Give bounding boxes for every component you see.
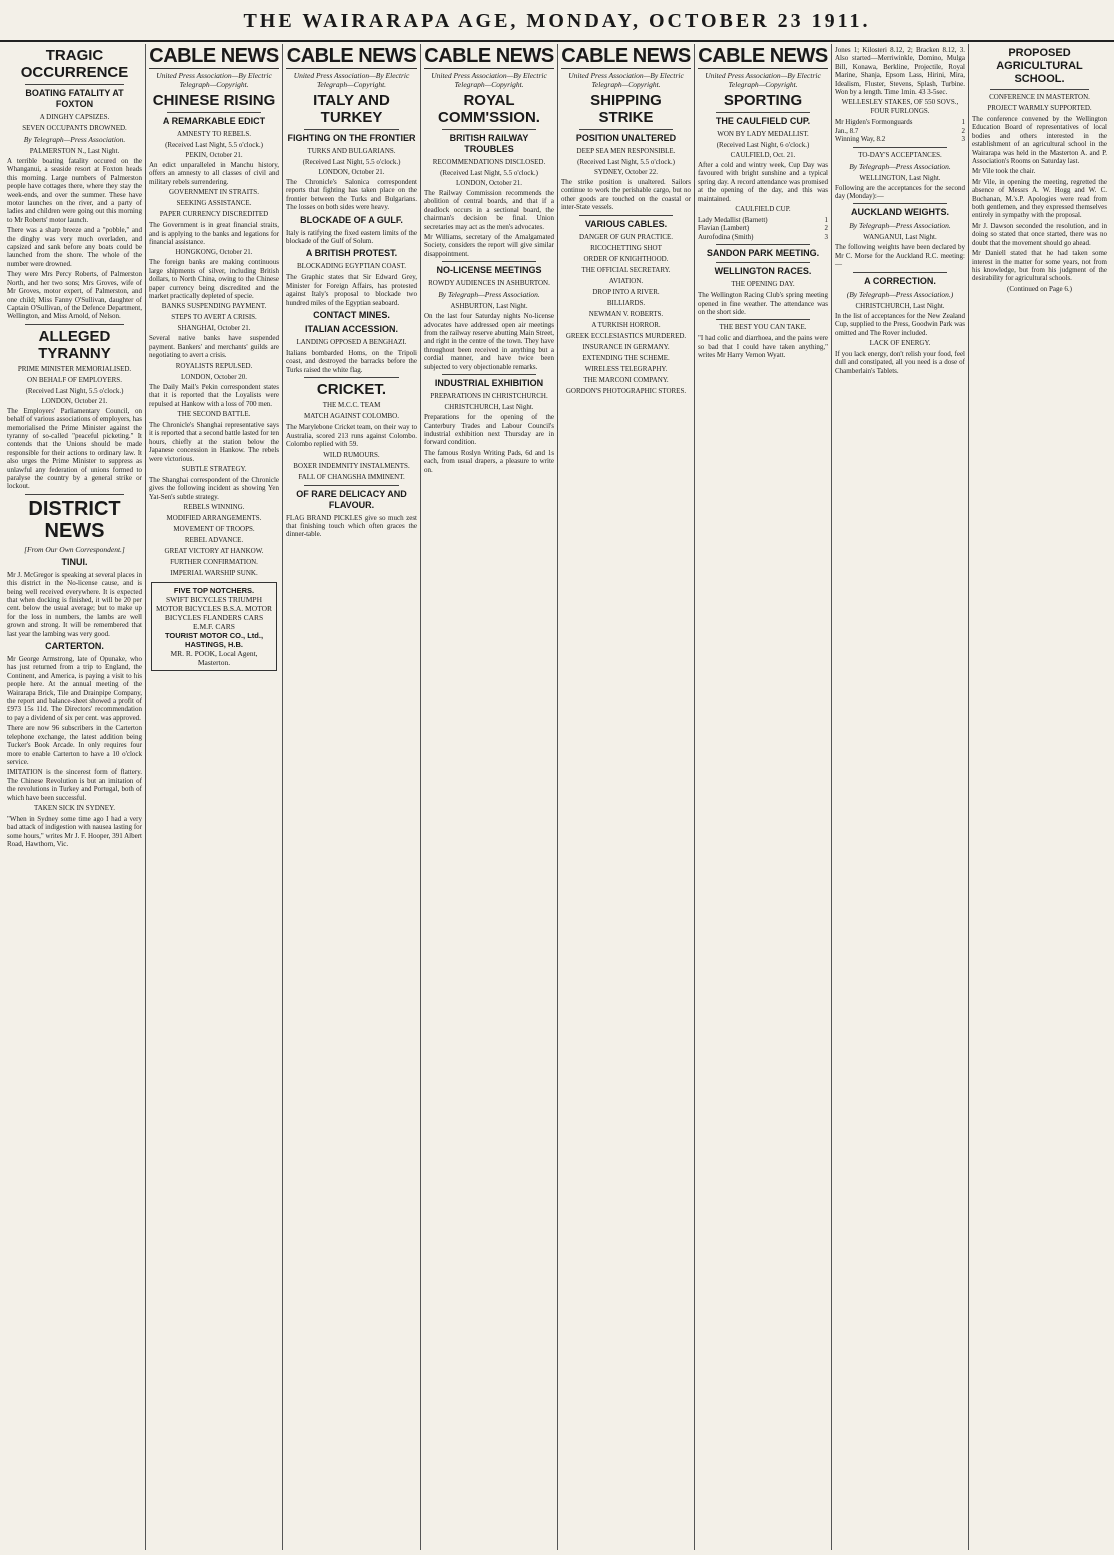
- deck: MODIFIED ARRANGEMENTS.: [166, 514, 262, 523]
- deck: DEEP SEA MEN RESPONSIBLE.: [576, 147, 676, 155]
- dateline: CHRISTCHURCH, Last Night.: [444, 403, 534, 412]
- paragraph: Mr J. Dawson seconded the resolution, and in doing so stated that once started, there was no doubt that the movement should go ahead.: [972, 221, 1107, 247]
- headline-chinese-rising: CHINESE RISING: [152, 92, 276, 109]
- deck: CAULFIELD CUP.: [735, 205, 791, 214]
- column-6: [695, 44, 832, 1550]
- byline: By Telegraph—Press Association.: [849, 221, 951, 231]
- deck: PRIME MINISTER MEMORIALISED.: [17, 364, 132, 373]
- paragraph: A terrible boating fatality occured on the Whanganui, a seaside resort at Foxton heads this morning. Large numbers of Palmerston people have cottages there, where they stay the week-ends, and over the summer. These have motor launches on the river, and a party of ladies and children were going out this morning to Mr Roberts' motor launch.: [7, 157, 142, 224]
- paragraph: The Daily Mail's Pekin correspondent states that it is reported that the Loyalists were repulsed at Hankow with a loss of 700 men.: [149, 382, 279, 408]
- paragraph: FLAG BRAND PICKLES give so much zest that finishing touch which often graces the dinner-table.: [286, 513, 417, 539]
- divider: [716, 262, 810, 263]
- paragraph: The Graphic states that Sir Edward Grey, Minister for Foreign Affairs, has protested against Italy's proposal to blockade two hundred miles of the Egyptian seaboard.: [286, 273, 417, 307]
- deck: MOVEMENT OF TROOPS.: [173, 525, 255, 534]
- deck: PREPARATIONS IN CHRISTCHURCH.: [430, 392, 548, 401]
- dateline: CAULFIELD, Oct. 21.: [730, 151, 796, 159]
- divider: [716, 112, 810, 113]
- deck: RECOMMENDATIONS DISCLOSED.: [432, 158, 546, 166]
- divider: [442, 129, 536, 130]
- dateline: CHRISTCHURCH, Last Night.: [855, 301, 945, 310]
- ad-products: SWIFT BICYCLES TRIUMPH MOTOR BICYCLES B.S.A. MOTOR BICYCLES FLANDERS CARS E.M.F. CARS: [156, 595, 272, 632]
- dateline: WELLINGTON, Last Night.: [859, 173, 941, 182]
- deck: ROYALISTS REPULSED.: [175, 361, 253, 370]
- paragraph: Preparations for the opening of the Canterbury Trades and Labour Council's industrial exhibition next Thursday are in forward condition.: [424, 413, 554, 447]
- divider: [25, 84, 124, 85]
- subhead: OF RARE DELICACY AND FLAVOUR.: [296, 488, 407, 510]
- byline: By Telegraph—Press Association.: [438, 290, 540, 300]
- result-place: 2: [824, 224, 828, 233]
- deck: LANDING OPPOSED A BENGHAZI.: [296, 338, 407, 347]
- paragraph: The Marylebone Cricket team, on their way to Australia, scored 213 runs against Colombo. Colombo replied with 59.: [286, 423, 417, 449]
- subhead: A BRITISH PROTEST.: [305, 248, 398, 259]
- deck: BLOCKADING EGYPTIAN COAST.: [297, 262, 406, 271]
- subhead: WELLINGTON RACES.: [714, 266, 812, 277]
- paragraph: "I had colic and diarrhoea, and the pains were so bad that I could have taken anything," writes Mr Harry Vernon Wyatt.: [698, 334, 828, 360]
- subhead: SANDON PARK MEETING.: [706, 248, 820, 259]
- deck: RICOCHETTING SHOT: [590, 243, 662, 252]
- divider: [853, 272, 947, 273]
- deck: DANGER OF GUN PRACTICE.: [578, 232, 674, 241]
- deck: PAPER CURRENCY DISCREDITED: [159, 210, 269, 219]
- cable-news-banner: CABLE NEWS: [561, 45, 691, 67]
- dateline: ASHBURTON, Last Night.: [450, 302, 528, 311]
- paragraph: The Employers' Parliamentary Council, on behalf of various associations of employers, has memorialised the Prime Minister against the tyranny of so-called "peaceful picketing." It contends that the Unions should be made responsible for their actions to ordinary law. It also urges the Prime Minister to suppress as unlawful any federation of unions formed to paralyse the country by a general strike or lockout.: [7, 406, 142, 491]
- divider: [304, 485, 399, 486]
- headline-italy-and-turkey: ITALY AND TURKEY: [313, 92, 390, 126]
- headline-district-news: DISTRICT NEWS: [28, 497, 121, 542]
- divider: [167, 112, 261, 113]
- paragraph: The foreign banks are making continuous large shipments of silver, including British dollars, to North China, owing to the Chinese paper currency being discredited and the market practically depleted of specie.: [149, 258, 279, 301]
- columns: [4, 44, 1110, 1550]
- divider: [442, 374, 536, 375]
- deck: MATCH AGAINST COLOMBO.: [304, 412, 399, 421]
- result-row: [698, 224, 828, 232]
- deck: WIRELESS TELEGRAPHY.: [584, 364, 668, 373]
- result-horse: Aurofodina (Smith): [698, 232, 754, 241]
- divider: [25, 494, 124, 495]
- column-4: [421, 44, 558, 1550]
- headline-no-license-meetings: NO-LICENSE MEETINGS: [436, 265, 542, 276]
- paragraph: The Government is in great financial straits, and is applying to the banks and legations for financial assistance.: [149, 221, 279, 247]
- result-row: [698, 216, 828, 224]
- paragraph: After a cold and wintry week, Cup Day was favoured with bright sunshine and a typical spring day. A record attendance was promised at the opening of the day, and this was maintained.: [698, 161, 828, 203]
- dateline: (Received Last Night, 5.5 o'clock.): [440, 169, 538, 177]
- paragraph: The Chronicle's Salonica correspondent reports that fighting has taken place on the frontier between the Turks and Bulgarians. The losses on both sides were heavy.: [286, 178, 417, 212]
- deck: DROP INTO A RIVER.: [592, 287, 660, 296]
- deck: WON BY LADY MEDALLIST.: [717, 130, 809, 138]
- dateline: (Received Last Night, 6 o'clock.): [716, 141, 810, 149]
- paragraph: Mr Williams, secretary of the Amalgamated Society, considers the report will give similar disappointment.: [424, 233, 554, 258]
- deck: BANKS SUSPENDING PAYMENT.: [161, 302, 267, 311]
- paragraph: IMITATION is the sincerest form of flattery. The Chinese Revolution is but an imitation of the revolutions in Turkey and Portugal, both of which have been successful.: [7, 768, 142, 802]
- headline-shipping-strike: SHIPPING STRIKE: [590, 92, 662, 126]
- paragraph: The conference convened by the Wellington Education Board of representatives of local bodies and others interested in the establishment of an agricultural school in the Wairarapa was held in the Masterton A. and P. Association's Rooms on Saturday last.: [972, 115, 1107, 166]
- paragraph: In the list of acceptances for the New Zealand Cup, supplied to the Press, Goodwin Park was omitted and The Rover included.: [835, 311, 965, 337]
- ad-agent: MR. R. POOK, Local Agent, Masterton.: [170, 649, 258, 668]
- divider: [716, 244, 810, 245]
- dateline: (Received Last Night, 5.5 o'clock.): [25, 386, 124, 395]
- ad-heading: FIVE TOP NOTCHERS.: [173, 586, 255, 596]
- subhead: TAKEN SICK IN SYDNEY.: [34, 803, 115, 812]
- deck: PROJECT WARMLY SUPPORTED.: [987, 104, 1092, 112]
- deck: ROWDY AUDIENCES IN ASHBURTON.: [428, 279, 550, 288]
- result-place: 1: [961, 118, 965, 127]
- masthead: [0, 0, 1114, 42]
- column-8: [969, 44, 1110, 1550]
- subhead: BLOCKADE OF A GULF.: [300, 214, 403, 225]
- headline-auckland-weights: AUCKLAND WEIGHTS.: [851, 207, 949, 218]
- result-place: 3: [824, 232, 828, 241]
- paragraph: If you lack energy, don't relish your food, feel dull and constipated, all you need is a dose of Chamberlain's Tablets.: [835, 349, 965, 375]
- result-row: [835, 127, 965, 135]
- column-1: [4, 44, 146, 1550]
- deck: TURKS AND BULGARIANS.: [307, 147, 396, 155]
- dateline: SYDNEY, October 22.: [593, 168, 659, 176]
- paragraph: The following weights have been declared by Mr C. Morse for the Auckland R.C. meeting:—: [835, 243, 965, 269]
- column-5: [558, 44, 695, 1550]
- divider: [25, 324, 124, 325]
- deck: SUBTLE STRATEGY.: [181, 464, 247, 473]
- dateline: SHANGHAI, October 21.: [177, 324, 251, 333]
- result-row: [835, 135, 965, 143]
- deck: THE MARCONI COMPANY.: [583, 375, 669, 384]
- deck: AVIATION.: [608, 276, 644, 285]
- deck: BILLIARDS.: [606, 298, 646, 307]
- deck: THE OFFICIAL SECRETARY.: [581, 265, 671, 274]
- paragraph: The strike position is unaltered. Sailors continue to work the perishable cargo, but no other goods are touched on the coastal or inter-State vessels.: [561, 178, 691, 212]
- dateline: PEKIN, October 21.: [185, 151, 243, 159]
- place-heading: CARTERTON.: [45, 641, 104, 652]
- paragraph: There was a sharp breeze and a "pobble," and the dinghy was very much overladen, and capsized and sank before any boats could be launched from the shore. The whole of the number were drowned.: [7, 226, 142, 268]
- result-horse: Winning Way, 8.2: [835, 135, 886, 144]
- deck: ORDER OF KNIGHTHOOD.: [583, 254, 669, 263]
- deck: THE OPENING DAY.: [731, 280, 795, 289]
- dateline: LONDON, October 21.: [318, 168, 385, 176]
- dateline: LONDON, October 20.: [180, 372, 248, 381]
- paragraph: The famous Roslyn Writing Pads, 6d and 1s each, from usual drapers, a pleasure to write on.: [424, 448, 554, 474]
- paragraph: Several native banks have suspended payment. Bankers' and merchants' guilds are negotiating to avert a crisis.: [149, 334, 279, 360]
- headline-sporting: SPORTING: [723, 92, 803, 109]
- result-horse: Mr Higden's Formonguards: [835, 118, 913, 127]
- paragraph: Italy is ratifying the fixed eastern limits of the blockade of the Gulf of Solum.: [286, 228, 417, 246]
- paragraph: Mr Vile took the chair.: [972, 167, 1036, 176]
- subhead: BRITISH RAILWAY TROUBLES: [449, 133, 529, 154]
- subhead: ITALIAN ACCESSION.: [304, 324, 398, 335]
- paragraph: The Railway Commission recommends the abolition of central boards, and that if a deadlock occurs in a sectional board, the chairman's decision be final. Union secretaries may act as the men's advocates.: [424, 189, 554, 231]
- result-horse: Lady Medallist (Barnett): [698, 216, 768, 225]
- deck: NEWMAN V. ROBERTS.: [588, 309, 664, 318]
- paragraph: Following are the acceptances for the second day (Monday):—: [835, 183, 965, 201]
- deck: INSURANCE IN GERMANY.: [582, 342, 670, 351]
- paragraph: "When in Sydney some time ago I had a very bad attack of indigestion with nausea lasting for some hours," writes Mr J. F. Hooper, 391 Albert Road, Hawthorn, Vic.: [7, 814, 142, 849]
- press-association-note: United Press Association—By Electric Telegraph—Copyright.: [705, 71, 821, 89]
- deck: GREEK ECCLESIASTICS MURDERED.: [565, 331, 687, 340]
- press-association-note: United Press Association—By Electric Telegraph—Copyright.: [568, 71, 684, 89]
- deck: SEVEN OCCUPANTS DROWNED.: [22, 124, 127, 132]
- subhead: FIGHTING ON THE FRONTIER: [287, 133, 416, 143]
- dateline: PALMERSTON N., Last Night.: [29, 147, 120, 155]
- deck: CONFERENCE IN MASTERTON.: [989, 93, 1090, 101]
- ad-company: TOURIST MOTOR CO., Ltd., HASTINGS, H.B.: [164, 631, 264, 650]
- deck: REBELS WINNING.: [183, 503, 245, 512]
- continued-note: (Continued on Page 6.): [1007, 284, 1072, 293]
- subhead: A REMARKABLE EDICT: [162, 116, 266, 126]
- result-place: 3: [961, 135, 965, 144]
- paragraph: Mr George Armstrong, late of Opunake, who has just returned from a trip to England, the Continent, and America, is paying a visit to his people here. At the annual meeting of the Wairarapa Brick, Tile and Drainpipe Company, the report and balance-sheet showed a profit of £973 15s 11d. The Directors' recommendation to pay a dividend of six per cent. was approved.: [7, 655, 142, 722]
- paragraph: Mr Vile, in opening the meeting, regretted the absence of Messrs A. W. Hogg and W. C. Buchanan, M.'s.P. Apologies were read from both gentlemen, and they expressed themselves entirely in sympathy with the proposal.: [972, 177, 1107, 220]
- divider: [990, 89, 1089, 90]
- result-horse: Jan., 8.7: [835, 126, 859, 135]
- dateline: (Received Last Night, 5.5 o'clock.): [302, 158, 401, 166]
- divider: [579, 215, 673, 216]
- divider: [304, 377, 399, 378]
- divider: [853, 147, 947, 148]
- advertisement-tourist-motor: [151, 582, 277, 671]
- deck: GREAT VICTORY AT HANKOW.: [164, 547, 264, 556]
- deck: EXTENDING THE SCHEME.: [582, 353, 670, 362]
- deck: FALL OF CHANGSHA IMMINENT.: [298, 472, 405, 481]
- column-7: [832, 44, 969, 1550]
- headline-industrial-exhibition: INDUSTRIAL EXHIBITION: [434, 378, 544, 389]
- deck: THE M.C.C. TEAM: [322, 401, 381, 410]
- headline-various-cables: VARIOUS CABLES.: [584, 218, 668, 229]
- cable-news-banner: CABLE NEWS: [698, 45, 828, 67]
- result-horse: Flavian (Lambert): [698, 224, 750, 233]
- deck: BOXER INDEMNITY INSTALMENTS.: [293, 461, 410, 470]
- cable-news-banner: CABLE NEWS: [424, 45, 554, 67]
- masthead-title: THE WAIRARAPA AGE, MONDAY, OCTOBER 23 1911.: [243, 10, 871, 32]
- result-row: [698, 233, 828, 241]
- paragraph: Italians bombarded Homs, on the Tripoli coast, and destroyed the barracks before the Turks raised the white flag.: [286, 349, 417, 374]
- deck: GOVERNMENT IN STRAITS.: [169, 188, 259, 197]
- headline-agricultural-school: PROPOSED AGRICULTURAL SCHOOL.: [996, 47, 1083, 85]
- deck: GORDON'S PHOTOGRAPHIC STORES.: [565, 386, 687, 395]
- dateline: LONDON, October 21.: [41, 396, 108, 405]
- result-place: 1: [824, 216, 828, 225]
- deck: TO-DAY'S ACCEPTANCES.: [858, 150, 942, 159]
- result-place: 2: [961, 126, 965, 135]
- byline: By Telegraph—Press Association.: [849, 161, 951, 171]
- divider: [853, 203, 947, 204]
- deck: THE SECOND BATTLE.: [177, 409, 251, 418]
- dateline: LONDON, October 21.: [455, 179, 523, 187]
- deck: WILD RUMOURS.: [323, 450, 380, 459]
- column-2: [146, 44, 283, 1550]
- headline-cricket: CRICKET.: [316, 381, 387, 399]
- paragraph: On the last four Saturday nights No-license advocates have addressed open air meetings from the railway reserve abutting Main Street, and right in the centre of the town. They have throughout been received in anything but a cordial manner, and have twice been subjected to very objectionable remarks.: [424, 312, 554, 371]
- subhead-boating-fatality: BOATING FATALITY AT FOXTON: [25, 88, 124, 109]
- correspondent-note: [From Our Own Correspondent.]: [24, 544, 125, 554]
- paragraph: Mr Daniell stated that he had taken some interest in the matter for some years, not from his knowledge, but from his judgment of the desirability for agricultural schools.: [972, 249, 1107, 283]
- subhead: CONTACT MINES.: [313, 310, 390, 321]
- deck: WELLESLEY STAKES, OF 550 SOVS., FOUR FURLONGS.: [841, 98, 959, 116]
- byline: (By Telegraph—Press Association.): [846, 289, 954, 299]
- cable-news-banner: CABLE NEWS: [286, 45, 417, 67]
- paragraph: Jones 1; Kilosteri 8.12, 2; Bracken 8.12, 3. Also started—Merriwinkle, Domino, Mulga Bill, Konawa, Berkline, Projectile, Royal Marine, Shanja, Epsom Lass, Hirini, Mira, Idealism, Fluster, Stevens, Splash, Turbine. Won by a length. Time 1min. 43 3-5sec.: [835, 46, 965, 97]
- deck: IMPERIAL WARSHIP SUNK.: [170, 569, 258, 578]
- deck: THE BEST YOU CAN TAKE.: [719, 323, 807, 332]
- paragraph: The Shanghai correspondent of the Chronicle gives the following incident as showing Yen Yat-Sen's subtle strategy.: [149, 475, 279, 501]
- subhead: POSITION UNALTERED: [575, 133, 677, 143]
- press-association-note: United Press Association—By Electric Telegraph—Copyright.: [431, 71, 547, 89]
- paragraph: There are now 96 subscribers in the Carterton telephone exchange, the latest addition being Tucker's Book Arcade. In only requires four more to enable Carterton to have a 10 o'clock service.: [7, 724, 142, 766]
- result-row: [835, 118, 965, 126]
- dateline: WANGANUI, Last Night.: [863, 233, 937, 242]
- deck: SEEKING ASSISTANCE.: [176, 199, 252, 208]
- paragraph: They were Mrs Percy Roberts, of Palmerston North, and her two sons; Mrs Groves, wife of Mr Groves, motor expert, of Palmerston, and one child; Miss Fanny O'Sullivan, daughter of Captain O'Sullivan, of the Defence Department, Wellington, and Miss Arnold, of Nelson.: [7, 270, 142, 321]
- dateline: (Received Last Night, 5.5 o'clock.): [165, 141, 263, 149]
- paragraph: Mr J. McGregor is speaking at several places in this district in the No-license cause, and is being well received everywhere. It is expected that when docking is finished, it will be 20 per cent. below the usual average; but to make up for the loss in numbers, the lambs are well grown and strong. It will be remembered that last year the lambing was very good.: [7, 570, 142, 638]
- place-heading: TINUI.: [61, 556, 88, 567]
- press-association-note: United Press Association—By Electric Telegraph—Copyright.: [156, 71, 272, 89]
- deck: LACK OF ENERGY.: [869, 338, 931, 347]
- column-3: [283, 44, 421, 1550]
- divider: [716, 319, 810, 320]
- divider: [442, 261, 536, 262]
- byline: By Telegraph—Press Association.: [23, 135, 126, 144]
- headline-royal-commission: ROYAL COMM'SSION.: [438, 92, 540, 126]
- divider: [579, 129, 673, 130]
- deck: AMNESTY TO REBELS.: [177, 130, 251, 138]
- headline-tragic-occurrence: TRAGIC OCCURRENCE: [20, 47, 129, 81]
- deck: A DINGHY CAPSIZES.: [39, 113, 110, 121]
- dateline: HONGKONG, October 21.: [175, 248, 253, 257]
- deck: ON BEHALF OF EMPLOYERS.: [27, 375, 122, 384]
- press-association-note: United Press Association—By Electric Telegraph—Copyright.: [293, 71, 410, 89]
- headline-a-correction: A CORRECTION.: [864, 275, 936, 286]
- paragraph: An edict unparalleled in Manchu history, offers an amnesty to all classes of civil and military rebels surrendering.: [149, 161, 279, 186]
- deck: STEPS TO AVERT A CRISIS.: [171, 313, 257, 322]
- headline-alleged-tyranny: ALLEGED TYRANNY: [38, 327, 111, 362]
- deck: A TURKISH HORROR.: [591, 320, 661, 329]
- paragraph: The Chronicle's Shanghai representative says it is reported that a second battle lasted for ten hours, chiefly at the station below the Japanese concession in Hankow. The rebels were victorious.: [149, 420, 279, 463]
- paragraph: The Wellington Racing Club's spring meeting opened in fine weather. The attendance was on the short side.: [698, 291, 828, 317]
- subhead: THE CAULFIELD CUP.: [715, 116, 811, 126]
- deck: REBEL ADVANCE.: [184, 536, 244, 545]
- dateline: (Received Last Night, 5.5 o'clock.): [577, 158, 675, 166]
- divider: [304, 129, 399, 130]
- cable-news-banner: CABLE NEWS: [149, 45, 279, 67]
- deck: FURTHER CONFIRMATION.: [170, 558, 258, 567]
